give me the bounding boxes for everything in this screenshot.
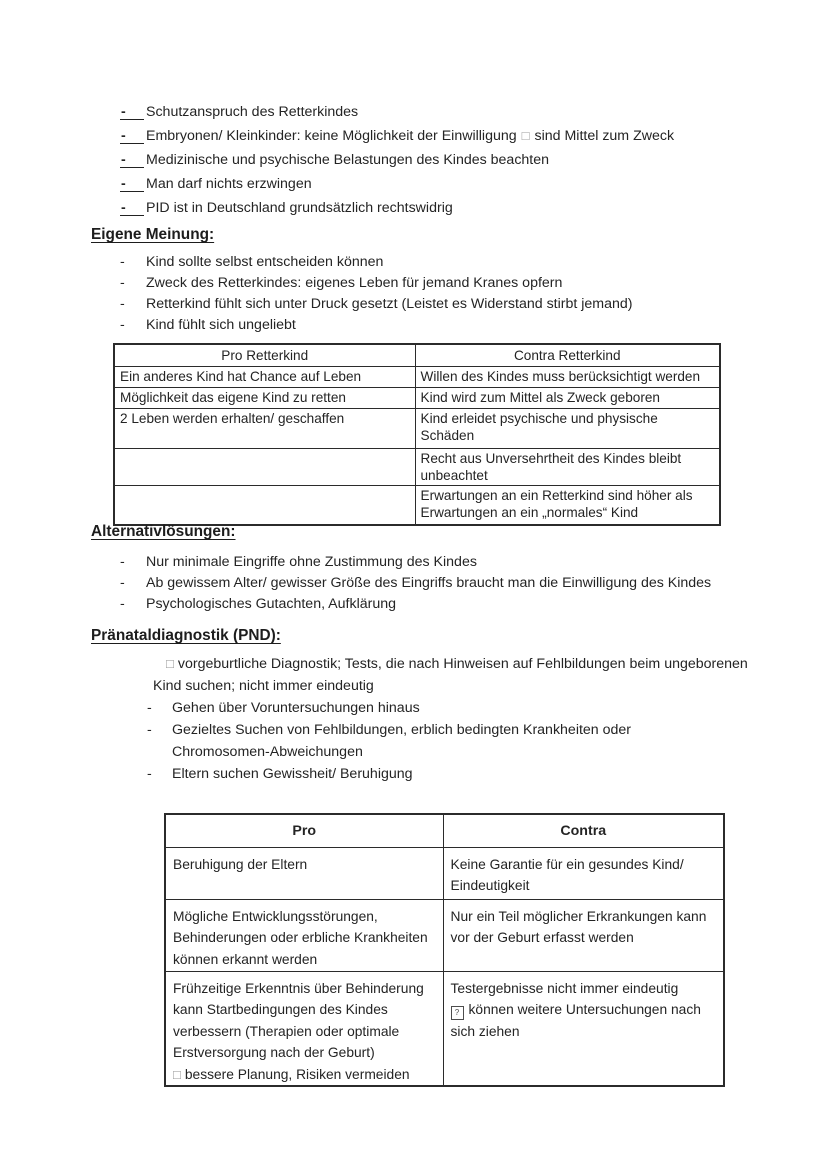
table-row (165, 899, 724, 971)
list-item-text: Retterkind fühlt sich unter Druck gesetzt (Leistet es Widerstand stirbt jemand) (146, 296, 633, 312)
list-item-continuation (146, 741, 631, 763)
dash-bullet-marker: - (120, 596, 125, 612)
list-item-text: Gezieltes Suchen von Fehlbildungen, erblich bedingten Krankheiten oder (172, 722, 632, 738)
list-item-text: PID ist in Deutschland grundsätzlich rechtswidrig (146, 200, 453, 216)
table-cell: Frühzeitige Erkenntnis über Behinderung kann Startbedingungen des Kindes verbessern (Therapien oder optimale Erstversorgung nach der Geburt) □ bessere Planung, Risiken vermeiden (165, 971, 443, 1086)
list-item (146, 763, 631, 785)
missing-glyph-box-icon: □ (521, 128, 530, 143)
table-cell: Ein anderes Kind hat Chance auf Leben (120, 368, 362, 384)
missing-glyph-box-icon: ? (451, 1006, 464, 1020)
list-item (146, 697, 631, 719)
list-item-text: Chromosomen-Abweichungen (172, 744, 363, 760)
table-cell: Mögliche Entwicklungsstörungen, Behinderungen oder erbliche Krankheiten können erkannt werden (165, 899, 443, 971)
table-cell-line-with-box: □ bessere Planung, Risiken vermeiden (173, 1066, 410, 1082)
dash-bullet-marker: - (147, 722, 152, 738)
list-item-text: Kind fühlt sich ungeliebt (146, 317, 296, 333)
dash-underline-marker: - (120, 172, 146, 196)
list-item-text: Medizinische und psychische Belastungen des Kindes beachten (146, 152, 550, 168)
table-cell: Testergebnisse nicht immer eindeutig ? können weitere Untersuchungen nach sich ziehen (443, 971, 724, 1086)
table-cell-empty (114, 448, 415, 485)
retterkind-pro-contra-table (113, 343, 721, 526)
table-header-pro: Pro (165, 814, 443, 847)
dash-bullet-marker: - (120, 254, 125, 270)
list-item (120, 124, 674, 148)
list-item (120, 172, 674, 196)
table-row (165, 971, 724, 1086)
table-cell: Keine Garantie für ein gesundes Kind/ Eindeutigkeit (443, 847, 724, 899)
list-item (119, 552, 711, 573)
table-cell: Kind erleidet psychische und physische Schäden (415, 408, 720, 448)
dash-bullet-marker: - (120, 296, 125, 312)
list-item-text: Kind sollte selbst entscheiden können (146, 254, 384, 270)
dash-bullet-marker: - (120, 275, 125, 291)
list-item (119, 594, 711, 615)
dash-bullet-marker: - (120, 575, 125, 591)
table-cell-line-with-box: ? können weitere Untersuchungen nach (451, 999, 718, 1021)
table-row (114, 366, 720, 387)
alternativloesungen-list (119, 552, 711, 615)
table-cell: Möglichkeit das eigene Kind zu retten (120, 389, 346, 405)
table-cell: Nur ein Teil möglicher Erkrankungen kann vor der Geburt erfasst werden (443, 899, 724, 971)
intro-text: vorgeburtliche Diagnostik; Tests, die nach Hinweisen auf Fehlbildungen beim ungeborenen (177, 656, 748, 672)
table-cell-empty (114, 485, 415, 525)
table-cell: 2 Leben werden erhalten/ geschaffen (120, 410, 345, 426)
list-item-text: sind Mittel zum Zweck (534, 128, 675, 144)
list-item (119, 252, 633, 273)
list-item-text: Nur minimale Eingriffe ohne Zustimmung des Kindes (146, 554, 477, 570)
dash-bullet-marker: - (120, 554, 125, 570)
list-item (120, 100, 674, 124)
list-item (120, 148, 674, 172)
dash-bullet-marker: - (147, 766, 152, 782)
table-cell: Beruhigung der Eltern (165, 847, 443, 899)
table-row (114, 485, 720, 525)
list-item (120, 196, 674, 220)
list-item (119, 273, 633, 294)
table-row (114, 408, 720, 448)
table-row (165, 847, 724, 899)
dash-underline-marker: - (120, 148, 146, 172)
list-item-text: Zweck des Retterkindes: eigenes Leben für jemand Kranes opfern (146, 275, 563, 291)
table-header-contra: Contra (443, 814, 724, 847)
dash-underline-marker: - (120, 100, 146, 124)
section-heading-pnd: Pränataldiagnostik (PND): (91, 627, 281, 644)
dash-underline-marker: - (120, 196, 146, 220)
section-heading-alternativloesungen: Alternativlösungen: (91, 523, 236, 540)
table-header-pro: Pro Retterkind (114, 344, 415, 366)
list-item-text: Schutzanspruch des Retterkindes (146, 104, 359, 120)
intro-line (153, 652, 753, 675)
missing-glyph-box-icon: □ (166, 656, 174, 671)
list-item-text: Man darf nichts erzwingen (146, 176, 312, 192)
intro-text: Kind suchen; nicht immer eindeutig (153, 678, 374, 694)
eigene-meinung-list (119, 252, 633, 336)
pnd-pro-contra-table (164, 813, 725, 1087)
list-item (119, 315, 633, 336)
pnd-list (146, 697, 631, 785)
list-item (119, 573, 711, 594)
missing-glyph-box-icon: □ (173, 1066, 181, 1082)
list-item-text: Psychologisches Gutachten, Aufklärung (146, 596, 397, 612)
table-cell: Willen des Kindes muss berücksichtigt werden (420, 368, 701, 384)
retterkind-notes-list (120, 100, 674, 220)
pnd-intro-paragraph (153, 652, 753, 698)
list-item-text: Eltern suchen Gewissheit/ Beruhigung (172, 766, 413, 782)
section-heading-eigene-meinung: Eigene Meinung: (91, 226, 215, 243)
list-item-text: Gehen über Voruntersuchungen hinaus (172, 700, 420, 716)
table-header-contra: Contra Retterkind (415, 344, 720, 366)
intro-line (153, 675, 753, 698)
list-item-text: Embryonen/ Kleinkinder: keine Möglichkeit der Einwilligung (146, 128, 517, 144)
dash-bullet-marker: - (147, 700, 152, 716)
table-cell: Kind wird zum Mittel als Zweck geboren (420, 389, 660, 405)
list-item (146, 719, 631, 741)
dash-underline-marker: - (120, 124, 146, 148)
table-row (114, 387, 720, 408)
dash-bullet-marker: - (120, 317, 125, 333)
table-cell: Recht aus Unversehrtheit des Kindes bleibt unbeachtet (415, 448, 720, 485)
list-item (119, 294, 633, 315)
list-item-text: Ab gewissem Alter/ gewisser Größe des Eingriffs braucht man die Einwilligung des Kindes (146, 575, 712, 591)
table-cell: Erwartungen an ein Retterkind sind höher als Erwartungen an ein „normales“ Kind (415, 485, 720, 525)
table-row (114, 448, 720, 485)
